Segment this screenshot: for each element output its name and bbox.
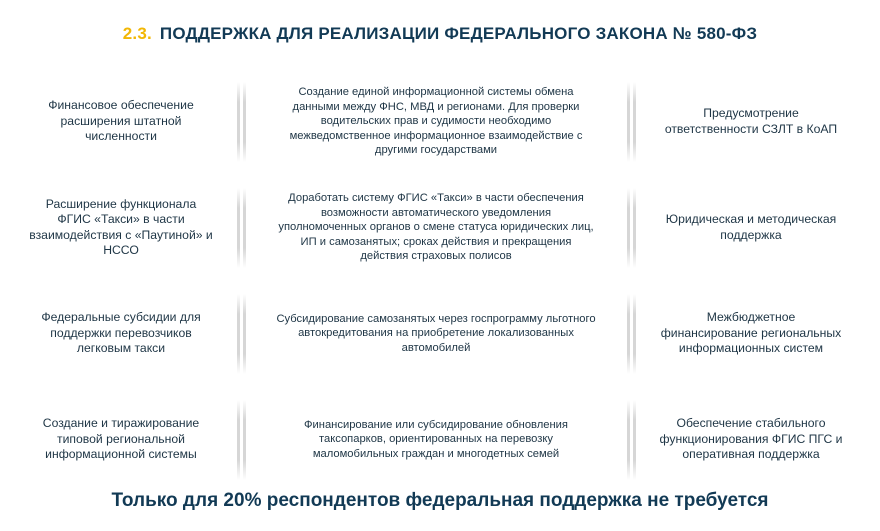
column-divider: [226, 388, 256, 491]
page-title: [0, 24, 880, 44]
measure-center: Доработать систему ФГИС «Такси» в части обеспечения возможности автоматического уведомления уполномоченных органов о смене статуса юридических лиц, ИП и самозанятых; сроках действия и прекращения действия страховых полисов: [278, 192, 594, 263]
measure-right: Предусмотрение ответственности СЗЛТ в КоАП: [664, 106, 838, 136]
measure-center: Создание единой информационной системы обмена данными между ФНС, МВД и регионами. Для проверки водительских прав и судимости необходимо межведомственное информационное взаимодействие с другими государствами: [289, 86, 583, 157]
column-divider: [226, 70, 256, 173]
section-title: ПОДДЕРЖКА ДЛЯ РЕАЛИЗАЦИИ ФЕДЕРАЛЬНОГО ЗАКОНА № 580-ФЗ: [159, 24, 758, 43]
measure-left: Создание и тиражирование типовой региональной информационной системы: [42, 416, 200, 462]
measures-row: [16, 176, 876, 279]
measure-left: Расширение функционала ФГИС «Такси» в части взаимодействия с «Паутиной» и НССО: [29, 196, 213, 257]
column-divider: [226, 282, 256, 385]
column-divider: [616, 282, 646, 385]
column-divider: [616, 388, 646, 491]
measures-row: [16, 388, 876, 491]
measures-grid: [16, 70, 876, 494]
column-divider: [616, 70, 646, 173]
column-divider: [616, 176, 646, 279]
column-divider: [226, 176, 256, 279]
measure-center: Субсидирование самозанятых через госпрограмму льготного автокредитования на приобретение локализованных автомобилей: [276, 312, 596, 354]
measure-right: Юридическая и методическая поддержка: [665, 212, 837, 242]
footer-note: Только для 20% респондентов федеральная поддержка не требуется: [111, 490, 769, 511]
measure-center: Финансирование или субсидирование обновления таксопарков, ориентированных на перевозку маломобильных граждан и многодетных семей: [304, 418, 568, 460]
measure-left: Федеральные субсидии для поддержки перевозчиков легковым такси: [41, 310, 201, 356]
measure-right: Межбюджетное финансирование региональных информационных систем: [660, 310, 842, 356]
section-number: 2.3.: [122, 24, 152, 43]
measures-row: [16, 70, 876, 173]
measures-row: [16, 282, 876, 385]
measure-right: Обеспечение стабильного функционирования ФГИС ПГС и оперативная поддержка: [659, 416, 843, 462]
measure-left: Финансовое обеспечение расширения штатной численности: [48, 98, 194, 144]
